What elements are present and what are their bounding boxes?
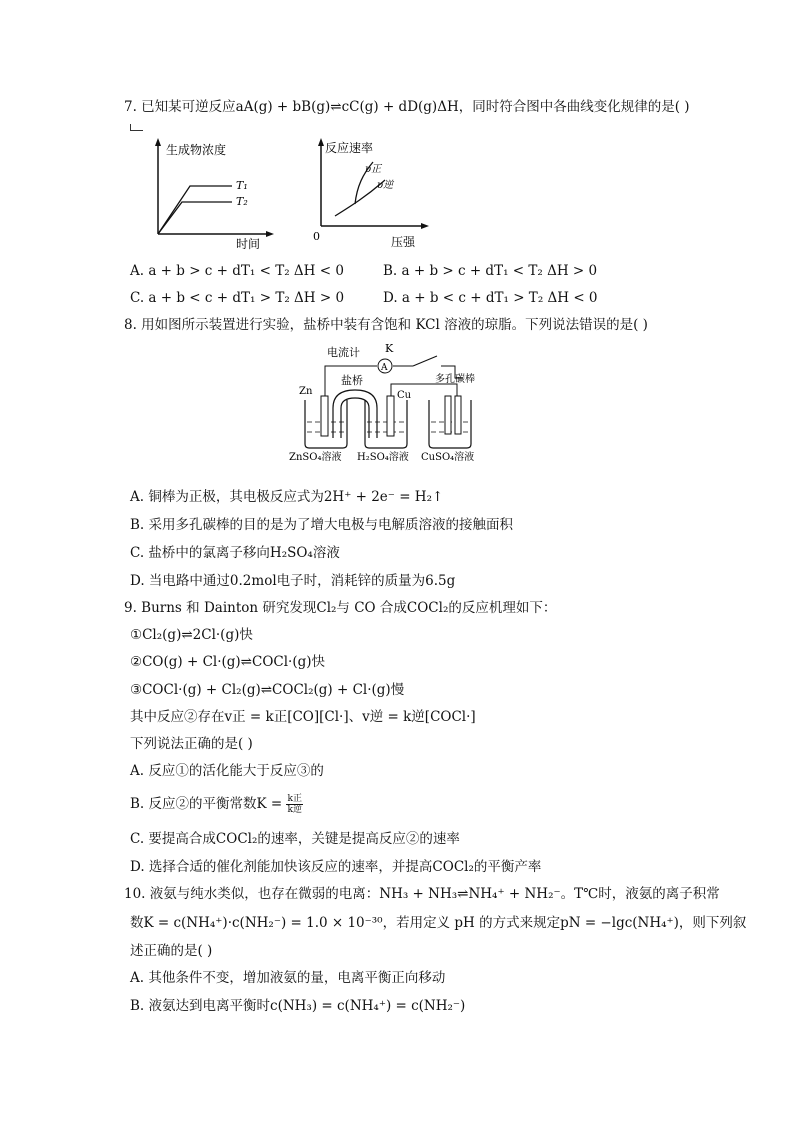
q8-stem: 8. 用如图所示装置进行实验，盐桥中装有含饱和 KCl 溶液的琼脂。下列说法错误的是( ) [124,317,648,333]
q7-option-c[interactable]: C. a + b < c + dT₁ > T₂ ΔH > 0 [130,290,345,306]
g2-vn-label: υ逆 [377,180,394,191]
switch-k-blade [413,356,437,366]
answer-bracket-mark [130,124,143,131]
g1-xlabel: 时间 [236,237,261,251]
q9-option-b-text: B. 反应②的平衡常数K = [130,796,287,812]
fraction-denominator: k逆 [287,805,302,815]
q9-reaction-1: ①Cl₂(g)⇌2Cl·(g)快 [130,627,253,643]
q7-stem: 7. 已知某可逆反应aA(g) + bB(g)⇌cC(g) + dD(g)ΔH，同时符合图中各曲线变化规律的是( ) [124,99,690,115]
q8-option-b[interactable]: B. 采用多孔碳棒的目的是为了增大电极与电解质溶液的接触面积 [130,517,514,533]
g2-origin: 0 [313,230,320,243]
y-axis-arrow [318,138,324,146]
q9-option-c[interactable]: C. 要提高合成COCl₂的速率，关键是提高反应②的速率 [130,831,460,847]
q7-option-a[interactable]: A. a + b > c + dT₁ < T₂ ΔH < 0 [130,263,344,279]
salt-bridge-label: 盐桥 [341,374,363,387]
q7-option-d[interactable]: D. a + b < c + dT₁ > T₂ ΔH < 0 [383,290,598,306]
q10-option-b[interactable]: B. 液氨达到电离平衡时c(NH₃) = c(NH₄⁺) = c(NH₂⁻) [130,998,466,1014]
switch-label: K [385,342,394,355]
q7-graph-rate [305,134,435,254]
beaker-h2so4 [365,400,407,448]
carbon-label: 多孔碳棒 [435,374,475,385]
q8-option-a[interactable]: A. 铜棒为正极，其电极反应式为2H⁺ + 2e⁻ = H₂↑ [130,489,444,505]
q10-stem-line-3: 述正确的是( ) [130,943,213,959]
curve-t1 [158,186,232,234]
q9-reaction-3: ③COCl·(g) + Cl₂(g)⇌COCl₂(g) + Cl·(g)慢 [130,682,405,698]
q9-rate-expression: 其中反应②存在v正 = k正[CO][Cl·]、v逆 = k逆[COCl·] [130,709,476,725]
g2-xlabel: 压强 [391,235,416,249]
g1-ylabel: 生成物浓度 [166,143,227,157]
sol-cuso4-label: CuSO₄溶液 [421,452,475,463]
q10-option-a[interactable]: A. 其他条件不变，增加液氨的量，电离平衡正向移动 [130,970,446,986]
carbon-rod-1 [445,396,451,434]
fraction-numerator: k正 [287,794,302,804]
zn-electrode [321,396,328,436]
q9-ask: 下列说法正确的是( ) [130,736,253,752]
q10-stem-line-1: 10. 液氨与纯水类似，也存在微弱的电离：NH₃ + NH₃⇌NH₄⁺ + NH₂⁻。T℃时，液氨的离子积常 [124,886,720,902]
q9-option-a[interactable]: A. 反应①的活化能大于反应③的 [130,763,324,779]
q8-option-c[interactable]: C. 盐桥中的氯离子移向H₂SO₄溶液 [130,545,340,561]
carbon-rod-2 [455,396,461,434]
sol-h2so4-label: H₂SO₄溶液 [357,452,409,463]
g2-vz-label: υ正 [365,164,382,175]
q7-option-b[interactable]: B. a + b > c + dT₁ < T₂ ΔH > 0 [383,263,598,279]
q7-graph-concentration [140,134,280,254]
ammeter-label: 电流计 [327,346,360,359]
q9-option-b[interactable] [130,794,303,815]
x-axis-arrow [421,223,429,229]
cu-label: Cu [397,390,412,401]
cu-electrode [387,396,394,436]
y-axis-arrow [155,138,161,146]
q9-option-d[interactable]: D. 选择合适的催化剂能加快该反应的速率，并提高COCl₂的平衡产率 [130,859,542,875]
q10-stem-line-2: 数K = c(NH₄⁺)·c(NH₂⁻) = 1.0 × 10⁻³⁰，若用定义 pH 的方式来规定pN = −lgc(NH₄⁺)，则下列叙 [130,915,747,931]
zn-label: Zn [299,386,313,397]
g1-t2-label: T₂ [236,195,248,208]
g1-t1-label: T₁ [236,179,248,192]
q9-reaction-2: ②CO(g) + Cl·(g)⇌COCl·(g)快 [130,654,326,670]
q9-stem: 9. Burns 和 Dainton 研究发现Cl₂与 CO 合成COCl₂的反应机理如下： [124,600,557,616]
q8-option-d[interactable]: D. 当电路中通过0.2mol电子时，消耗锌的质量为6.5g [130,573,456,589]
salt-bridge-outer [333,390,377,438]
sol-znso4-label: ZnSO₄溶液 [289,452,342,463]
x-axis-arrow [266,231,274,237]
q9-option-b-fraction [286,794,302,815]
g2-ylabel: 反应速率 [325,141,374,155]
q8-apparatus-figure [285,338,485,466]
ammeter-symbol: A [381,363,388,373]
